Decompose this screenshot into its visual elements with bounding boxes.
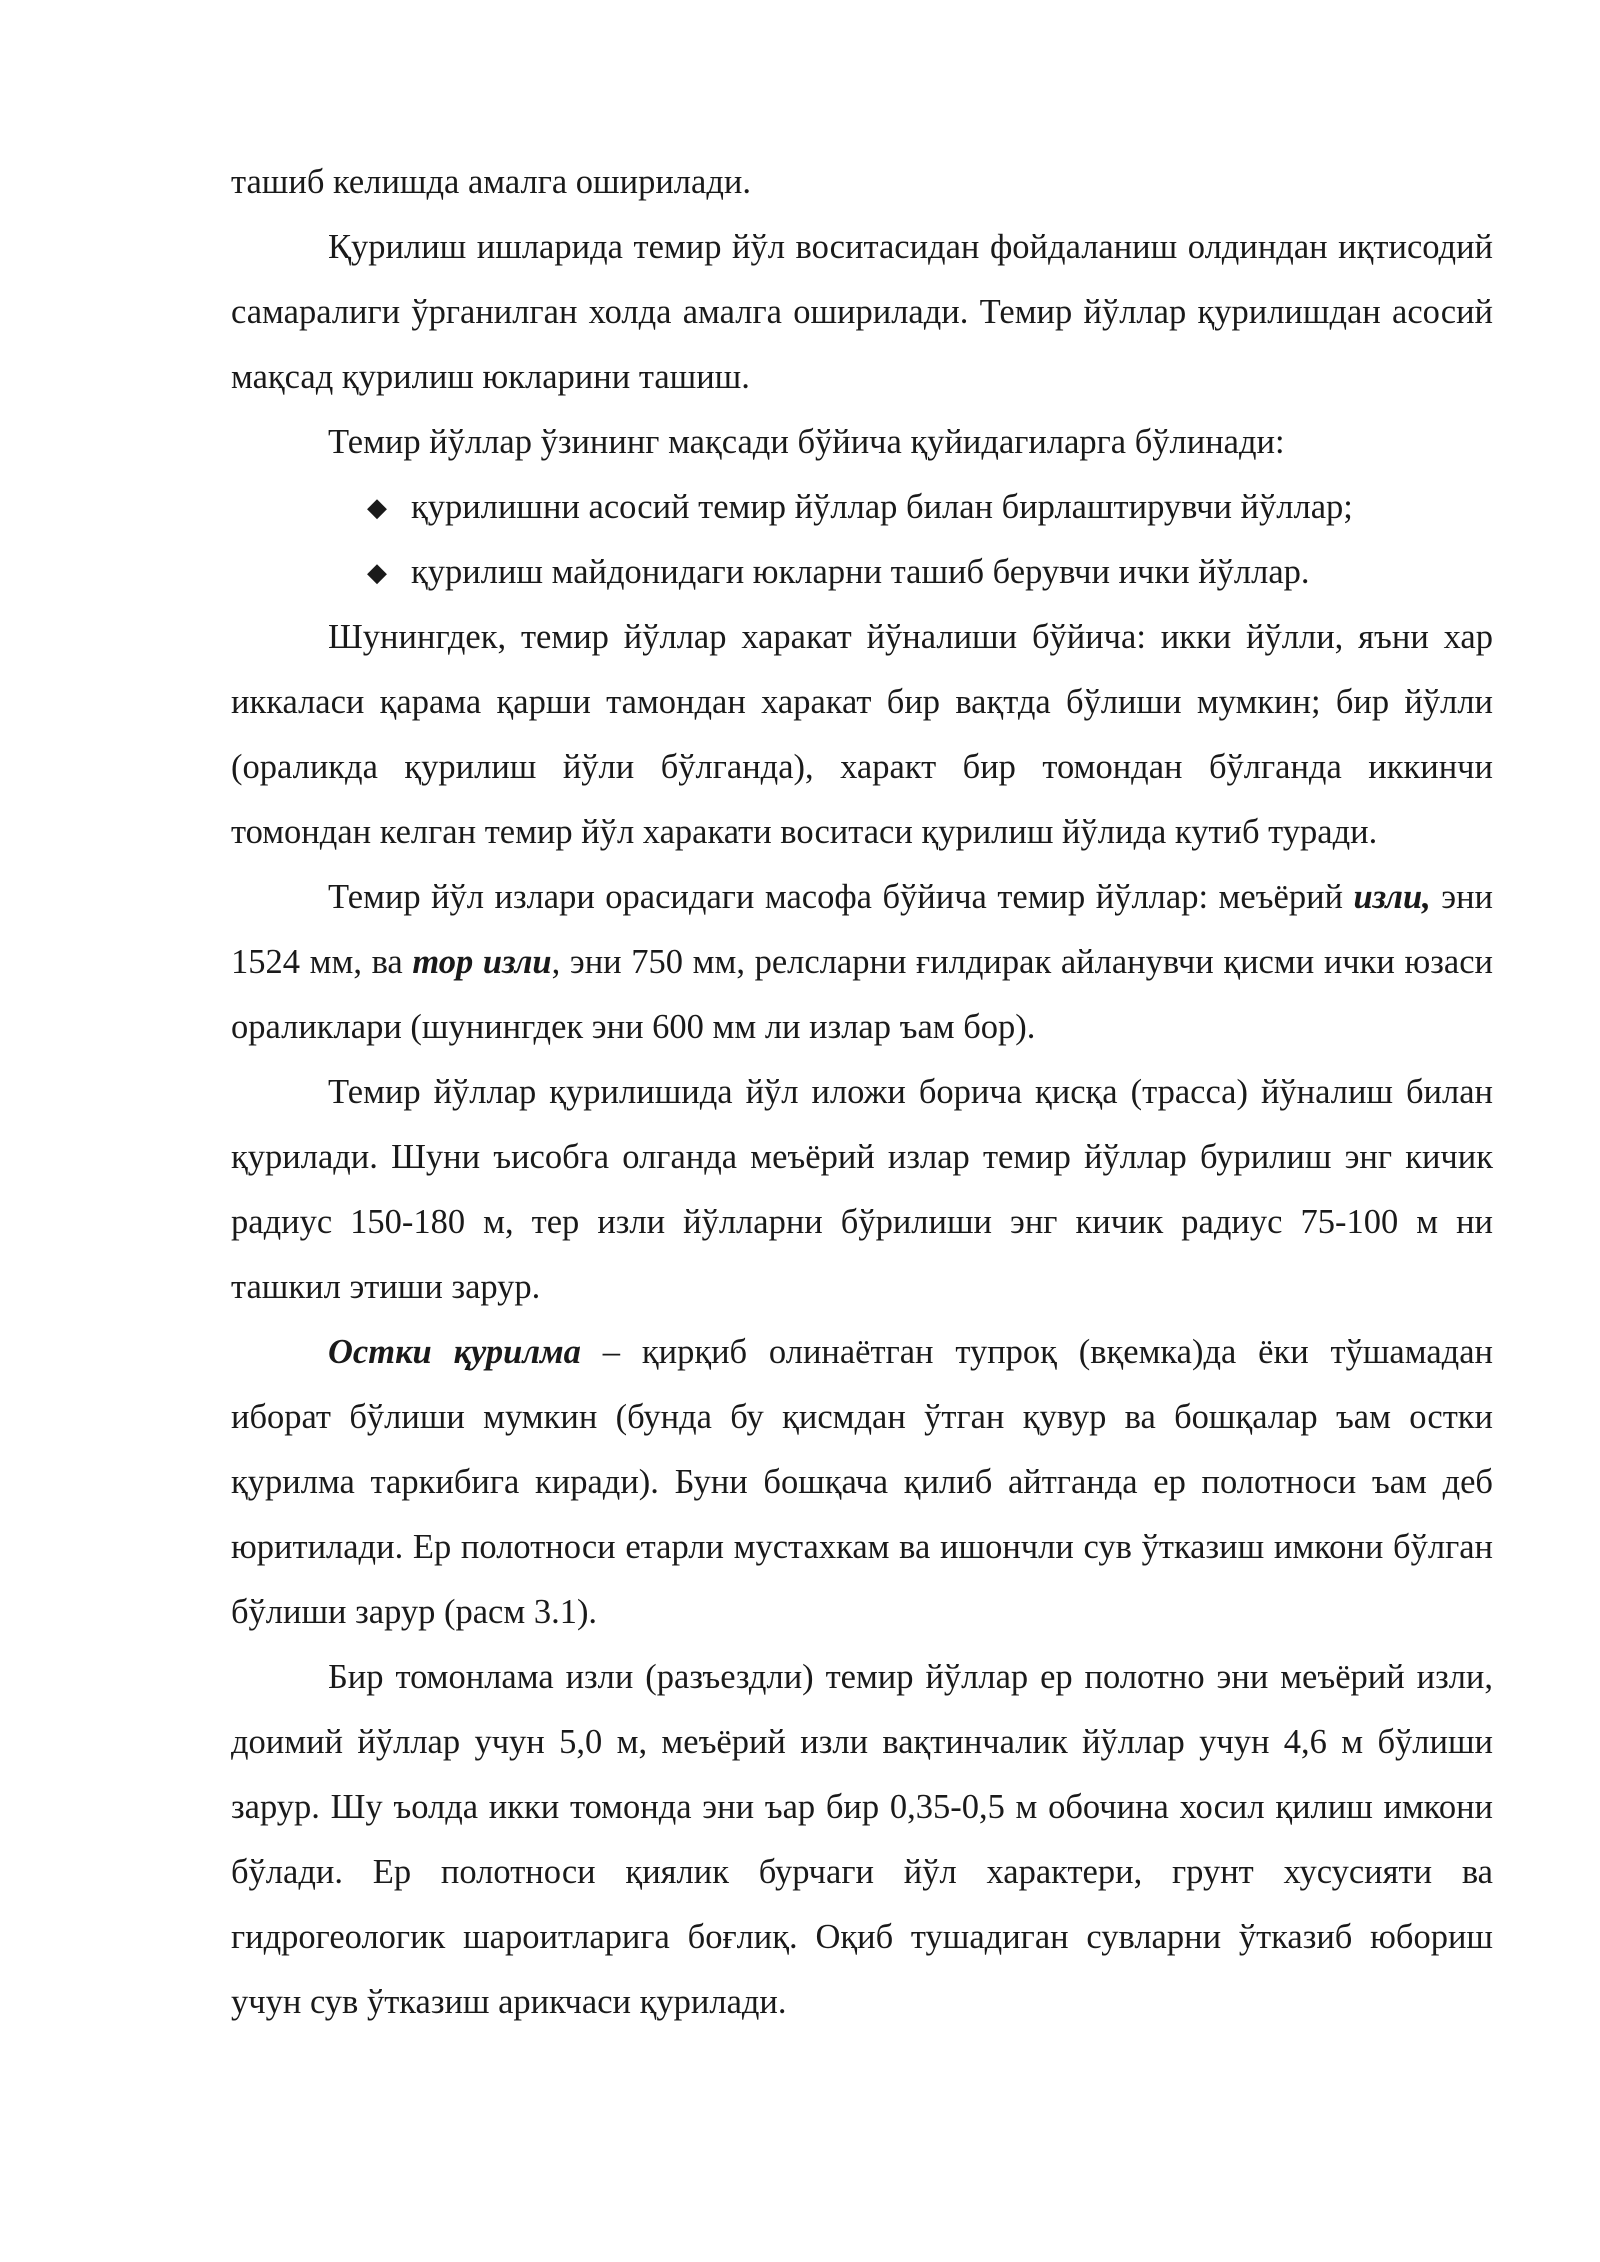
paragraph-curve-radius: Темир йўллар қурилишида йўл иложи борича қисқа (трасса) йўналиш билан қурилади. Шуни ъисобга олганда меъёрий излар темир йўллар бурилиш энг кичик радиус 150-180 м, тер изли йўлларни бўрилиши энг кичик радиус 75-100 м ни ташкил этиши зарур. bbox=[231, 1073, 1493, 1306]
paragraph-economic-efficiency: Қурилиш ишларида темир йўл воситасидан фойдаланиш олдиндан иқтисодий самаралиги ўрганилган холда амалга оширилади. Темир йўллар қурилишдан асосий мақсад қурилиш юкларини ташиш. bbox=[231, 228, 1493, 396]
list-item-text: қурилишни асосий темир йўллар билан бирлаштирувчи йўллар; bbox=[411, 488, 1353, 526]
list-item bbox=[231, 475, 1493, 540]
paragraph-substructure bbox=[231, 1320, 1493, 1645]
paragraph-classification-intro: Темир йўллар ўзининг мақсади бўйича қуйидагиларга бўлинади: bbox=[328, 423, 1285, 461]
paragraph-track-gauge bbox=[231, 865, 1493, 1060]
term-narrow-gauge: тор изли bbox=[412, 943, 552, 981]
paragraph-continuation: ташиб келишда амалга оширилади. bbox=[231, 163, 751, 201]
term-substructure: Остки қурилма bbox=[328, 1333, 581, 1371]
list-item-text: қурилиш майдонидаги юкларни ташиб берувчи ички йўллар. bbox=[411, 553, 1310, 591]
list-item bbox=[231, 540, 1493, 605]
term-normal-gauge: изли, bbox=[1353, 878, 1431, 916]
text-run: эни 1524 мм, ва bbox=[231, 878, 1494, 981]
bullet-list bbox=[231, 475, 1493, 605]
paragraph-traffic-direction: Шунингдек, темир йўллар харакат йўналиши бўйича: икки йўлли, яъни хар иккаласи қарама қарши тамондан харакат бир вақтда бўлиши мумкин; бир йўлли (ораликда қурилиш йўли бўлганда), характ бир томондан бўлганда иккинчи томондан келган темир йўл харакати воситаси қурилиш йўлида кутиб туради. bbox=[231, 618, 1493, 851]
paragraph-roadbed-width: Бир томонлама изли (разъездли) темир йўллар ер полотно эни меъёрий изли, доимий йўллар учун 5,0 м, меъёрий изли вақтинчалик йўллар учун 4,6 м бўлиши зарур. Шу ъолда икки томонда эни ъар бир 0,35-0,5 м обочина хосил қилиш имкони бўлади. Ер полотноси қиялик бурчаги йўл характери, грунт хусусияти ва гидрогеологик шароитларига боғлиқ. Оқиб тушадиган сувларни ўтказиб юбориш учун сув ўтказиш арикчаси қурилади. bbox=[231, 1658, 1493, 2021]
text-run: – қирқиб олинаётган тупроқ (вқемка)да ёки тўшамадан иборат бўлиши мумкин (бунда бу қисмдан ўтган қувур ва бошқалар ъам остки қурилма таркибига киради). Буни бошқача қилиб айтганда ер полотноси ъам деб юритилади. Ер полотноси етарли мустахкам ва ишончли сув ўтказиш имкони бўлган бўлиши зарур (расм 3.1). bbox=[231, 1333, 1493, 1631]
text-run: Темир йўл излари орасидаги масофа бўйича темир йўллар: меъёрий bbox=[328, 878, 1354, 916]
diamond-bullet-icon: ◆ bbox=[367, 493, 387, 522]
diamond-bullet-icon: ◆ bbox=[367, 558, 387, 587]
document-body bbox=[231, 150, 1493, 2035]
text-run: , эни 750 мм, релсларни ғилдирак айланувчи қисми ички юзаси ораликлари (шунингдек эни 600 мм ли излар ъам бор). bbox=[231, 943, 1493, 1046]
